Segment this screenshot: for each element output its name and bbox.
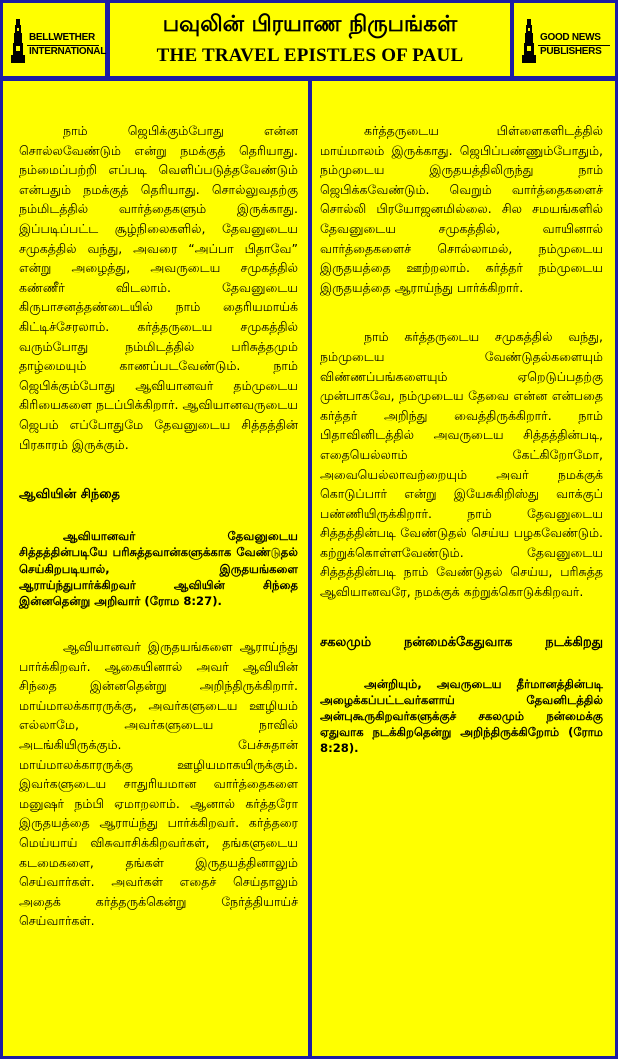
bellwether-tower-icon <box>11 19 25 63</box>
left-paragraph-2: ஆவியானவர் இருதயங்களை ஆராய்ந்து பார்க்கிறவர். ஆகையினால் அவர் ஆவியின் சிந்தை இன்னதென்று அறிந்திருக்கிறார். மாய்மாலக்காரருக்கு, அவர்களுடைய ஊழியம் எல்லாமே, அவர்களுடைய நாவில் அடங்கியிருக்கும். பேச்சுதான் மாய்மாலக்காரருக்கு ஊழியமாகயிருக்கும். இவர்களுடைய சாதுரியமான வார்த்தைகளை மனுஷர் நம்பி ஏமாறலாம். ஆனால் கர்த்தரோ இருதயத்தை ஆராய்ந்து பார்க்கிறவர். கர்த்தரை மெய்யாய் விசுவாசிக்கிறவர்கள், தங்களுடைய கடமைகளை, தங்கள் இருதயத்தினாலும் செய்வார்கள். அவர்கள் எதைச் செய்தாலும் அதைக் கர்த்தருக்கென்று நேர்த்தியாய்ச் செய்வார்கள். <box>19 639 298 929</box>
left-paragraph-1: நாம் ஜெபிக்கும்போது என்ன சொல்லவேண்டும் என்று நமக்குத் தெரியாது. நம்மைப்பற்றி எப்படி வெளிப்படுத்தவேண்டும் என்பதும் நமக்குத் தெரியாது. சொல்லுவதற்கு நம்மிடத்தில் வார்த்தைகளும் இருக்காது. இப்படிப்பட்ட சூழ்நிலைகளில், தேவனுடைய சமுகத்தில் வந்து, அவரை “அப்பா பிதாவே” என்று அழைத்து, அவருடைய சமுகத்தில் கண்ணீர் விடலாம். தேவனுடைய கிருபாசனத்தண்டையில் நாம் தைரியமாய்க் கிட்டிச்சேரலாம். கர்த்தருடைய சமுகத்தில் வரும்போது நம்மிடத்தில் பரிசுத்தமும் தாழ்மையும் காணப்படவேண்டும். நாம் ஜெபிக்கும்போது ஆவியானவர் தம்முடைய கிரியைகளை நடப்பிக்கிறார். ஆவியானவருடைய ஜெபம் எப்போதுமே தேவனுடைய சித்தத்தின் பிரகாரம் இருக்கும். <box>19 123 298 452</box>
logo-text-line2: INTERNATIONAL <box>29 46 107 57</box>
section-heading-all-things-good: சகலமும் நன்மைக்கேதுவாக நடக்கிறது <box>320 634 603 650</box>
right-paragraph-2: நாம் கர்த்தருடைய சமுகத்தில் வந்து, நம்முடைய வேண்டுதல்களையும் விண்ணப்பங்களையும் ஏறெடுப்பதற்கு முன்பாகவே, நம்முடைய தேவை என்ன என்பதை கர்த்தர் அறிந்து வைத்திருக்கிறார். நாம் பிதாவினிடத்தில் அவருடைய சித்தத்தின்படி, எதையெல்லாம் கேட்கிறோமோ, அவையெல்லாவற்றையும் அவர் நமக்குக் கொடுப்பார் என்று இயேசுகிறிஸ்து வாக்குப் பண்ணியிருக்கிறார். நாம் தேவனுடைய சித்தத்தின்படி வேண்டுதல் செய்ய பழகவேண்டும். கற்றுக்கொள்ளவேண்டும். தேவனுடைய சித்தத்தின்படி நாம் வேண்டுதல் செய்ய, பரிசுத்த ஆவியானவரே, நமக்குக் கற்றுக்கொடுக்கிறவர். <box>320 329 603 600</box>
right-column <box>312 81 615 1056</box>
right-paragraph-1: கர்த்தருடைய பிள்ளைகளிடத்தில் மாய்மாலம் இருக்காது. ஜெபிப்பண்ணும்போதும், நம்முடைய இருதயத்திலிருந்து நாம் ஜெபிக்கவேண்டும். வெறும் வார்த்தைகளைச் சொல்லி பிரயோஜனமில்லை. சில சமயங்களில் தேவனுடைய சமுகத்தில், வாயினால் வார்த்தைகளைச் சொல்லாமல், நம்முடைய இருதயத்தை ஊற்றலாம். கர்த்தர் நம்முடைய இருதயத்தை ஆராய்ந்து பார்க்கிறார். <box>320 123 603 295</box>
scripture-quote-romans-8-27: ஆவியானவர் தேவனுடைய சித்தத்தின்படியே பரிசுத்தவான்களுக்காக வேண்டுதல் செய்கிறபடியால், இருதயங்களை ஆராய்ந்துபார்க்கிறவர் ஆவியின் சிந்தை இன்னதென்று அறிவார் (ரோம 8:27). <box>19 529 298 608</box>
page-title-tamil: பவுலின் பிரயாண நிருபங்கள் <box>162 12 458 37</box>
good-news-logo <box>520 15 612 65</box>
logo-text-line1: BELLWETHER <box>29 32 95 43</box>
good-news-tower-icon <box>522 19 536 63</box>
section-heading-spirit-mind: ஆவியின் சிந்தை <box>19 487 120 503</box>
header-title-panel <box>110 3 510 76</box>
logo-text-line2: PUBLISHERS <box>540 46 602 57</box>
header-right-logo-panel <box>514 3 615 76</box>
page-title-english: THE TRAVEL EPISTLES OF PAUL <box>156 45 464 66</box>
bellwether-logo <box>9 15 107 65</box>
left-column <box>3 81 308 1056</box>
logo-text-line1: GOOD NEWS <box>540 32 601 43</box>
header-left-logo-panel <box>3 3 105 76</box>
scripture-quote-romans-8-28: அன்றியும், அவருடைய தீர்மானத்தின்படி அழைக்கப்பட்டவர்களாய் தேவனிடத்தில் அன்புகூருகிறவர்களுக்குச் சகலமும் நன்மைக்கு ஏதுவாக நடக்கிறதென்று அறிந்திருக்கிறோம் (ரோம 8:28). <box>320 676 603 756</box>
